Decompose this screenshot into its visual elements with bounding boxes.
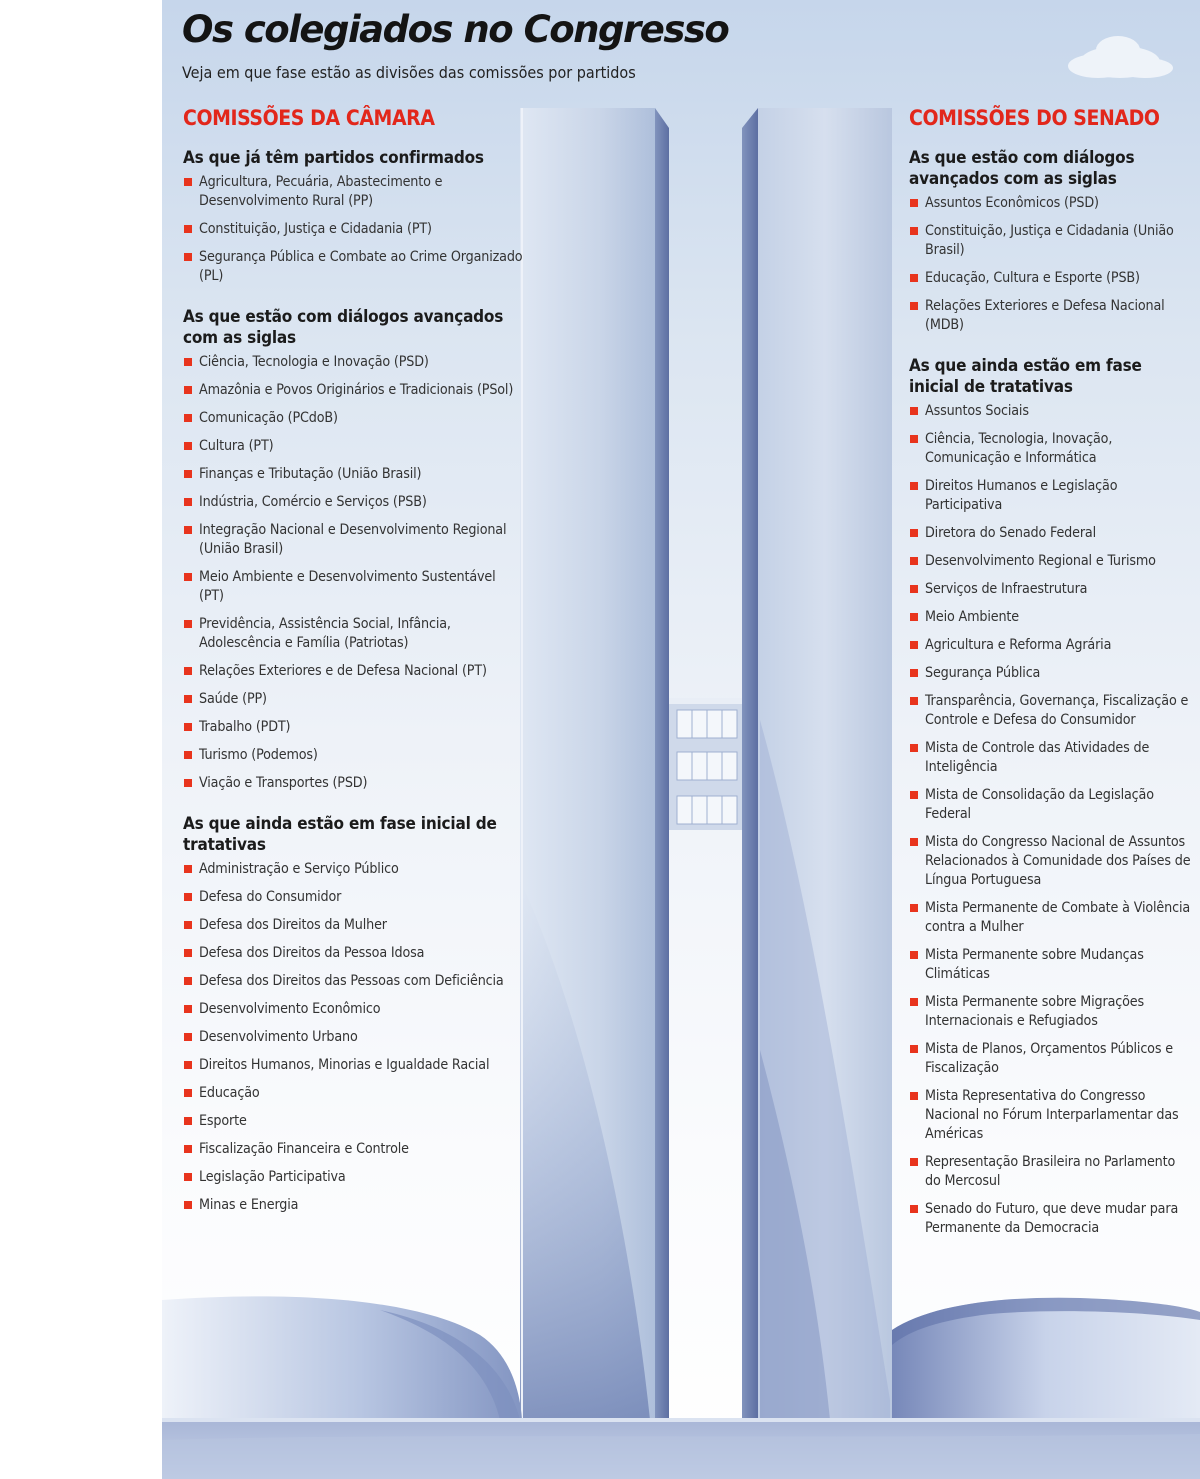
red-square-bullet-icon [910, 904, 918, 912]
red-square-bullet-icon [184, 977, 192, 985]
committee-name: Meio Ambiente [925, 609, 1019, 625]
list-item [183, 381, 523, 400]
committee-name: Indústria, Comércio e Serviços (PSB) [199, 494, 427, 510]
list-item [183, 521, 523, 559]
red-square-bullet-icon [184, 695, 192, 703]
committee-name: Desenvolvimento Regional e Turismo [925, 553, 1156, 569]
committee-name: Assuntos Econômicos (PSD) [925, 195, 1099, 211]
list-item [183, 1112, 523, 1131]
committee-name: Representação Brasileira no Parlamento do Mercosul [925, 1154, 1176, 1189]
red-square-bullet-icon [910, 641, 918, 649]
list-item [183, 1084, 523, 1103]
red-square-bullet-icon [910, 435, 918, 443]
red-square-bullet-icon [184, 178, 192, 186]
committee-name: Integração Nacional e Desenvolvimento Regional (União Brasil) [199, 522, 507, 557]
senado-column [909, 106, 1194, 1259]
red-square-bullet-icon [910, 1205, 918, 1213]
list-item [909, 993, 1194, 1031]
red-square-bullet-icon [184, 865, 192, 873]
camara-committee-list [183, 353, 523, 793]
list-item [909, 664, 1194, 683]
camara-committee-list [183, 173, 523, 286]
committee-name: Transparência, Governança, Fiscalização e Controle e Defesa do Consumidor [925, 693, 1189, 728]
red-square-bullet-icon [910, 838, 918, 846]
red-square-bullet-icon [184, 386, 192, 394]
list-item [183, 1000, 523, 1019]
committee-name: Direitos Humanos, Minorias e Igualdade Racial [199, 1057, 490, 1073]
list-item [909, 222, 1194, 260]
camara-column [183, 106, 523, 1236]
list-item [909, 1200, 1194, 1238]
committee-name: Ciência, Tecnologia e Inovação (PSD) [199, 354, 429, 370]
camara-committee-list [183, 860, 523, 1215]
committee-name: Amazônia e Povos Originários e Tradicionais (PSol) [199, 382, 514, 398]
committee-name: Assuntos Sociais [925, 403, 1029, 419]
committee-name: Comunicação (PCdoB) [199, 410, 338, 426]
list-item [909, 477, 1194, 515]
red-square-bullet-icon [910, 557, 918, 565]
list-item [183, 1196, 523, 1215]
red-square-bullet-icon [184, 1061, 192, 1069]
list-item [909, 402, 1194, 421]
red-square-bullet-icon [910, 529, 918, 537]
list-item [183, 353, 523, 372]
senado-committee-list [909, 194, 1194, 335]
list-item [183, 1056, 523, 1075]
red-square-bullet-icon [184, 470, 192, 478]
base-platform [162, 1418, 1200, 1479]
list-item [909, 297, 1194, 335]
list-item [909, 692, 1194, 730]
senado-sections [909, 148, 1194, 1238]
camara-section-heading: As que ainda estão em fase inicial de tratativas [183, 814, 497, 855]
red-square-bullet-icon [910, 302, 918, 310]
red-square-bullet-icon [184, 751, 192, 759]
red-square-bullet-icon [184, 414, 192, 422]
list-item [909, 524, 1194, 543]
list-item [183, 248, 523, 286]
page-subtitle: Veja em que fase estão as divisões das comissões por partidos [182, 63, 636, 82]
committee-name: Viação e Transportes (PSD) [199, 775, 368, 791]
list-item [909, 608, 1194, 627]
committee-name: Defesa dos Direitos da Pessoa Idosa [199, 945, 425, 961]
list-item [183, 916, 523, 935]
committee-name: Ciência, Tecnologia, Inovação, Comunicação e Informática [925, 431, 1113, 466]
red-square-bullet-icon [910, 407, 918, 415]
list-item [909, 269, 1194, 288]
committee-name: Defesa do Consumidor [199, 889, 342, 905]
committee-name: Desenvolvimento Econômico [199, 1001, 381, 1017]
committee-name: Constituição, Justiça e Cidadania (União Brasil) [925, 223, 1174, 258]
committee-name: Mista Permanente sobre Mudanças Climáticas [925, 947, 1144, 982]
committee-name: Saúde (PP) [199, 691, 267, 707]
senado-section-heading: As que estão com diálogos avançados com as siglas [909, 148, 1135, 189]
list-item [183, 1028, 523, 1047]
red-square-bullet-icon [910, 585, 918, 593]
committee-name: Mista de Consolidação da Legislação Federal [925, 787, 1154, 822]
senado-committee-list [909, 402, 1194, 1238]
senado-section-heading: As que ainda estão em fase inicial de tratativas [909, 356, 1142, 397]
list-item [183, 1168, 523, 1187]
red-square-bullet-icon [184, 949, 192, 957]
list-item [909, 430, 1194, 468]
list-item [909, 636, 1194, 655]
list-item [909, 580, 1194, 599]
red-square-bullet-icon [184, 225, 192, 233]
list-item [183, 662, 523, 681]
committee-name: Direitos Humanos e Legislação Participativa [925, 478, 1118, 513]
red-square-bullet-icon [910, 227, 918, 235]
committee-name: Trabalho (PDT) [199, 719, 291, 735]
red-square-bullet-icon [910, 669, 918, 677]
committee-name: Minas e Energia [199, 1197, 299, 1213]
list-item [909, 946, 1194, 984]
red-square-bullet-icon [184, 358, 192, 366]
list-item [183, 1140, 523, 1159]
red-square-bullet-icon [184, 526, 192, 534]
committee-name: Turismo (Podemos) [199, 747, 318, 763]
camara-heading: COMISSÕES DA CÂMARA [183, 106, 435, 130]
list-item [183, 944, 523, 963]
list-item [909, 194, 1194, 213]
list-item [183, 746, 523, 765]
list-item [909, 1153, 1194, 1191]
committee-name: Mista Representativa do Congresso Nacional no Fórum Interparlamentar das Américas [925, 1088, 1179, 1142]
list-item [183, 615, 523, 653]
list-item [183, 774, 523, 793]
red-square-bullet-icon [910, 1158, 918, 1166]
red-square-bullet-icon [184, 779, 192, 787]
red-square-bullet-icon [910, 1045, 918, 1053]
committee-name: Previdência, Assistência Social, Infância, Adolescência e Família (Patriotas) [199, 616, 451, 651]
red-square-bullet-icon [184, 667, 192, 675]
committee-name: Fiscalização Financeira e Controle [199, 1141, 409, 1157]
red-square-bullet-icon [910, 697, 918, 705]
red-square-bullet-icon [910, 274, 918, 282]
committee-name: Segurança Pública [925, 665, 1041, 681]
red-square-bullet-icon [184, 620, 192, 628]
red-square-bullet-icon [184, 921, 192, 929]
connecting-bridge [669, 698, 742, 830]
red-square-bullet-icon [184, 1089, 192, 1097]
red-square-bullet-icon [184, 442, 192, 450]
committee-name: Educação [199, 1085, 260, 1101]
list-item [183, 173, 523, 211]
red-square-bullet-icon [184, 1201, 192, 1209]
list-item [909, 899, 1194, 937]
committee-name: Mista Permanente sobre Migrações Internacionais e Refugiados [925, 994, 1144, 1029]
list-item [183, 409, 523, 428]
camara-section-heading: As que já têm partidos confirmados [183, 148, 484, 168]
list-item [183, 437, 523, 456]
committee-name: Defesa dos Direitos da Mulher [199, 917, 387, 933]
committee-name: Segurança Pública e Combate ao Crime Organizado (PL) [199, 249, 523, 284]
committee-name: Mista de Planos, Orçamentos Públicos e Fiscalização [925, 1041, 1173, 1076]
red-square-bullet-icon [184, 1005, 192, 1013]
red-square-bullet-icon [910, 998, 918, 1006]
committee-name: Senado do Futuro, que deve mudar para Permanente da Democracia [925, 1201, 1179, 1236]
committee-name: Meio Ambiente e Desenvolvimento Sustentável (PT) [199, 569, 496, 604]
red-square-bullet-icon [184, 1117, 192, 1125]
committee-name: Desenvolvimento Urbano [199, 1029, 358, 1045]
red-square-bullet-icon [184, 253, 192, 261]
senado-heading: COMISSÕES DO SENADO [909, 106, 1160, 130]
list-item [909, 833, 1194, 890]
committee-name: Serviços de Infraestrutura [925, 581, 1088, 597]
list-item [909, 739, 1194, 777]
red-square-bullet-icon [184, 1145, 192, 1153]
red-square-bullet-icon [910, 951, 918, 959]
list-item [183, 220, 523, 239]
committee-name: Finanças e Tributação (União Brasil) [199, 466, 422, 482]
left-tower [520, 108, 669, 1420]
cloud-shape [1068, 36, 1173, 78]
red-square-bullet-icon [184, 893, 192, 901]
red-square-bullet-icon [910, 791, 918, 799]
left-dome [162, 1296, 522, 1420]
red-square-bullet-icon [184, 723, 192, 731]
page-title: Os colegiados no Congresso [182, 8, 729, 51]
red-square-bullet-icon [910, 482, 918, 490]
list-item [183, 568, 523, 606]
right-bowl [892, 1298, 1200, 1420]
list-item [909, 552, 1194, 571]
right-tower [742, 108, 892, 1420]
committee-name: Mista Permanente de Combate à Violência contra a Mulher [925, 900, 1191, 935]
list-item [909, 1040, 1194, 1078]
red-square-bullet-icon [184, 573, 192, 581]
list-item [183, 972, 523, 991]
committee-name: Relações Exteriores e de Defesa Nacional (PT) [199, 663, 487, 679]
committee-name: Relações Exteriores e Defesa Nacional (MDB) [925, 298, 1165, 333]
red-square-bullet-icon [910, 1092, 918, 1100]
red-square-bullet-icon [184, 1033, 192, 1041]
committee-name: Legislação Participativa [199, 1169, 346, 1185]
camara-section-heading: As que estão com diálogos avançados com as siglas [183, 307, 504, 348]
list-item [183, 718, 523, 737]
list-item [909, 786, 1194, 824]
committee-name: Mista do Congresso Nacional de Assuntos Relacionados à Comunidade dos Países de Língua Portuguesa [925, 834, 1191, 888]
committee-name: Administração e Serviço Público [199, 861, 399, 877]
red-square-bullet-icon [184, 1173, 192, 1181]
committee-name: Mista de Controle das Atividades de Inteligência [925, 740, 1150, 775]
committee-name: Constituição, Justiça e Cidadania (PT) [199, 221, 432, 237]
list-item [183, 888, 523, 907]
committee-name: Agricultura, Pecuária, Abastecimento e Desenvolvimento Rural (PP) [199, 174, 443, 209]
committee-name: Diretora do Senado Federal [925, 525, 1096, 541]
committee-name: Cultura (PT) [199, 438, 274, 454]
camara-sections [183, 148, 523, 1215]
committee-name: Esporte [199, 1113, 247, 1129]
list-item [183, 690, 523, 709]
list-item [183, 493, 523, 512]
list-item [183, 465, 523, 484]
list-item [183, 860, 523, 879]
red-square-bullet-icon [184, 498, 192, 506]
red-square-bullet-icon [910, 613, 918, 621]
list-item [909, 1087, 1194, 1144]
red-square-bullet-icon [910, 744, 918, 752]
committee-name: Agricultura e Reforma Agrária [925, 637, 1112, 653]
committee-name: Defesa dos Direitos das Pessoas com Deficiência [199, 973, 504, 989]
committee-name: Educação, Cultura e Esporte (PSB) [925, 270, 1140, 286]
red-square-bullet-icon [910, 199, 918, 207]
